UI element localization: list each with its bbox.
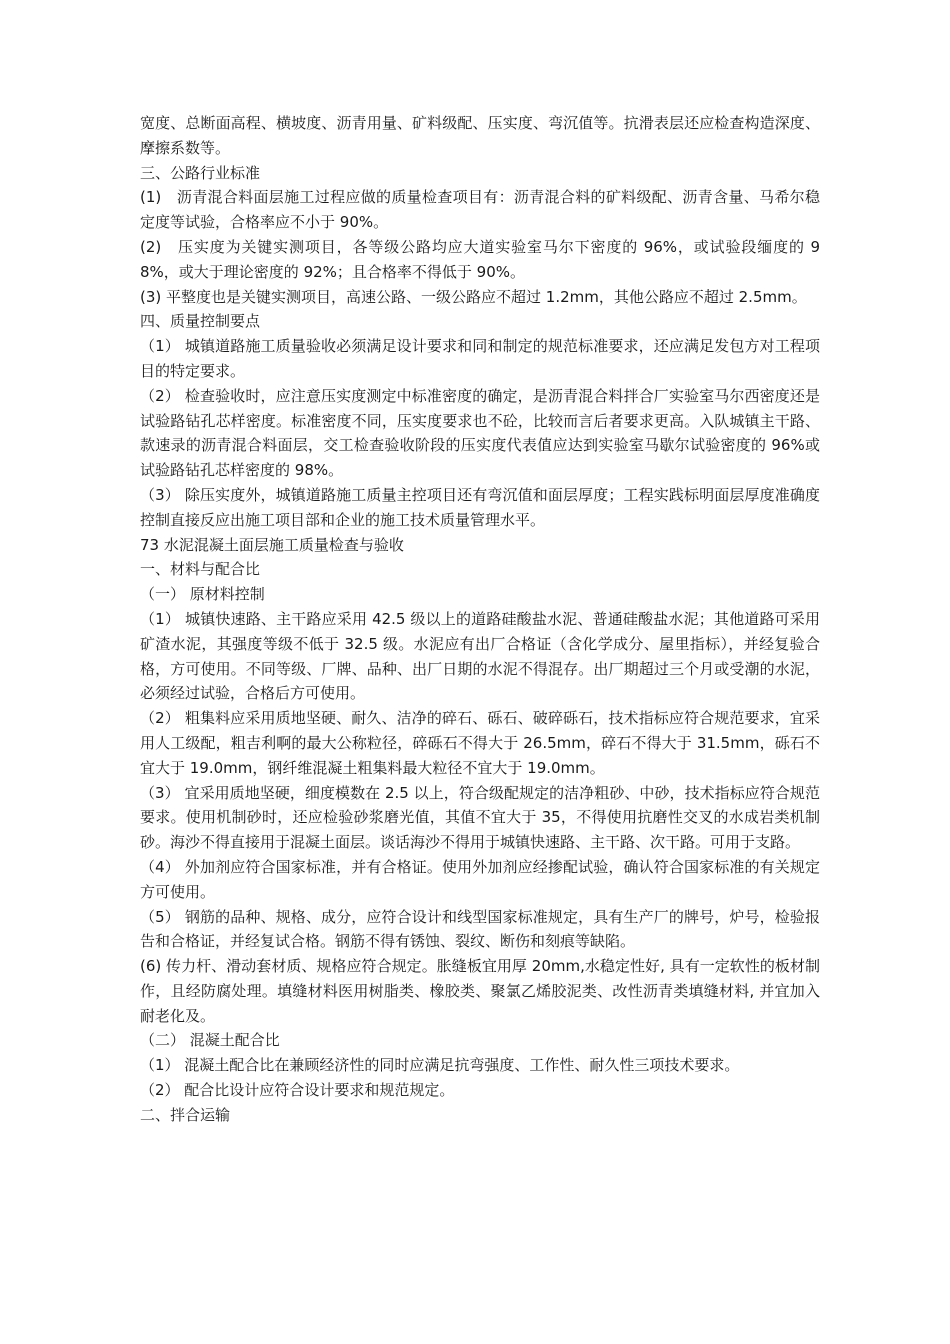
paragraph-cement: （1） 城镇快速路、主干路应采用 42.5 级以上的道路硅酸盐水泥、普通硅酸盐水泥；其他道路可采用矿渣水泥，其强度等级不低于 32.5 级。水泥应有出厂合格证（含化学成分、屋里指标），并经复验合格，方可使用。不同等级、厂牌、品种、出厂日期的水泥不得混存。出厂期超过三个月或受潮的水泥，必须经过试验，合格后方可使用。 [140,609,820,703]
paragraph-qc-3: （3） 除压实度外，城镇道路施工质量主控项目还有弯沉值和面层厚度；工程实践标明面层厚度准确度控制直接反应出施工项目部和企业的施工技术质量管理水平。 [140,485,820,529]
paragraph-admixture: （4） 外加剂应符合国家标准，并有合格证。使用外加剂应经掺配试验，确认符合国家标准的有关规定方可使用。 [140,857,820,901]
heading-highway-standard: 三、公路行业标准 [140,163,261,182]
section-title-73: 73 水泥混凝土面层施工质量检查与验收 [140,535,404,554]
paragraph-dowel: (6) 传力杆、滑动套材质、规格应符合规定。胀缝板宜用厚 20mm,水稳定性好, 具有一定软性的板材制作，且经防腐处理。填缝材料医用树脂类、橡胶类、聚氯乙烯胶泥类、改性沥青类填缝材料, 并宜加入耐老化及。 [140,957,820,1025]
paragraph-rebar: （5） 钢筋的品种、规格、成分，应符合设计和线型国家标准规定，具有生产厂的牌号，炉号，检验报告和合格证，并经复试合格。钢筋不得有锈蚀、裂纹、断伤和刻痕等缺陷。 [140,907,820,951]
paragraph-qc-2: （2） 检查验收时，应注意压实度测定中标准密度的确定，是沥青混合料拌合厂实验室马尔西密度还是试验路钻孔芯样密度。标准密度不同，压实度要求也不砼，比较而言后者要求更高。入队城镇主干路、款速录的沥青混合料面层，交工检查验收阶段的压实度代表值应达到实验室马歇尔试验密度的 96%或试验路钻孔芯样密度的 98%。 [140,386,820,480]
paragraph-item-3: (3) 平整度也是关键实测项目，高速公路、一级公路应不超过 1.2mm，其他公路应不超过 2.5mm。 [140,287,807,306]
paragraph-sand: （3） 宜采用质地坚硬，细度模数在 2.5 以上，符合级配规定的洁净粗砂、中砂，技术指标应符合规范要求。使用机制砂时，还应检验砂浆磨光值，其值不宜大于 35，不得使用抗磨性交叉的水成岩类机制砂。海沙不得直接用于混凝土面层。谈话海沙不得用于城镇快速路、主干路、次干路。可用于支路。 [140,783,820,852]
heading-quality-control: 四、质量控制要点 [140,312,261,331]
heading-materials: 一、材料与配合比 [140,560,261,579]
paragraph-mix-2: （2） 配合比设计应符合设计要求和规范规定。 [140,1081,455,1100]
document-body [140,111,820,1128]
subheading-raw-materials: （一） 原材料控制 [140,585,265,604]
paragraph-item-1: (1) 沥青混合料面层施工过程应做的质量检查项目有：沥青混合料的矿料级配、沥青含量、马希尔稳定度等试验，合格率应不小于 90%。 [140,188,820,232]
paragraph-continuation: 宽度、总断面高程、横坡度、沥青用量、矿料级配、压实度、弯沉值等。抗滑表层还应检查构造深度、摩擦系数等。 [140,114,820,157]
subheading-mix-ratio: （二） 混凝土配合比 [140,1031,280,1050]
paragraph-mix-1: （1） 混凝土配合比在兼顾经济性的同时应满足抗弯强度、工作性、耐久性三项技术要求。 [140,1056,740,1075]
paragraph-coarse-aggregate: （2） 粗集料应采用质地坚硬、耐久、洁净的碎石、砾石、破碎砾石，技术指标应符合规范要求，宜采用人工级配，粗吉利啊的最大公称粒径，碎砾石不得大于 26.5mm，碎石不得大于 31.5mm，砾石不宜大于 19.0mm，钢纤维混凝土粗集料最大粒径不宜大于 19.0mm。 [140,709,820,777]
heading-mixing-transport: 二、拌合运输 [140,1105,231,1124]
paragraph-item-2: (2) 压实度为关键实测项目，各等级公路均应大道实验室马尔下密度的 96%，或试验段缅度的 98%，或大于理论密度的 92%；且合格率不得低于 90%。 [140,237,820,281]
paragraph-qc-1: （1） 城镇道路施工质量验收必须满足设计要求和同和制定的规范标准要求，还应满足发包方对工程项目的特定要求。 [140,337,820,380]
